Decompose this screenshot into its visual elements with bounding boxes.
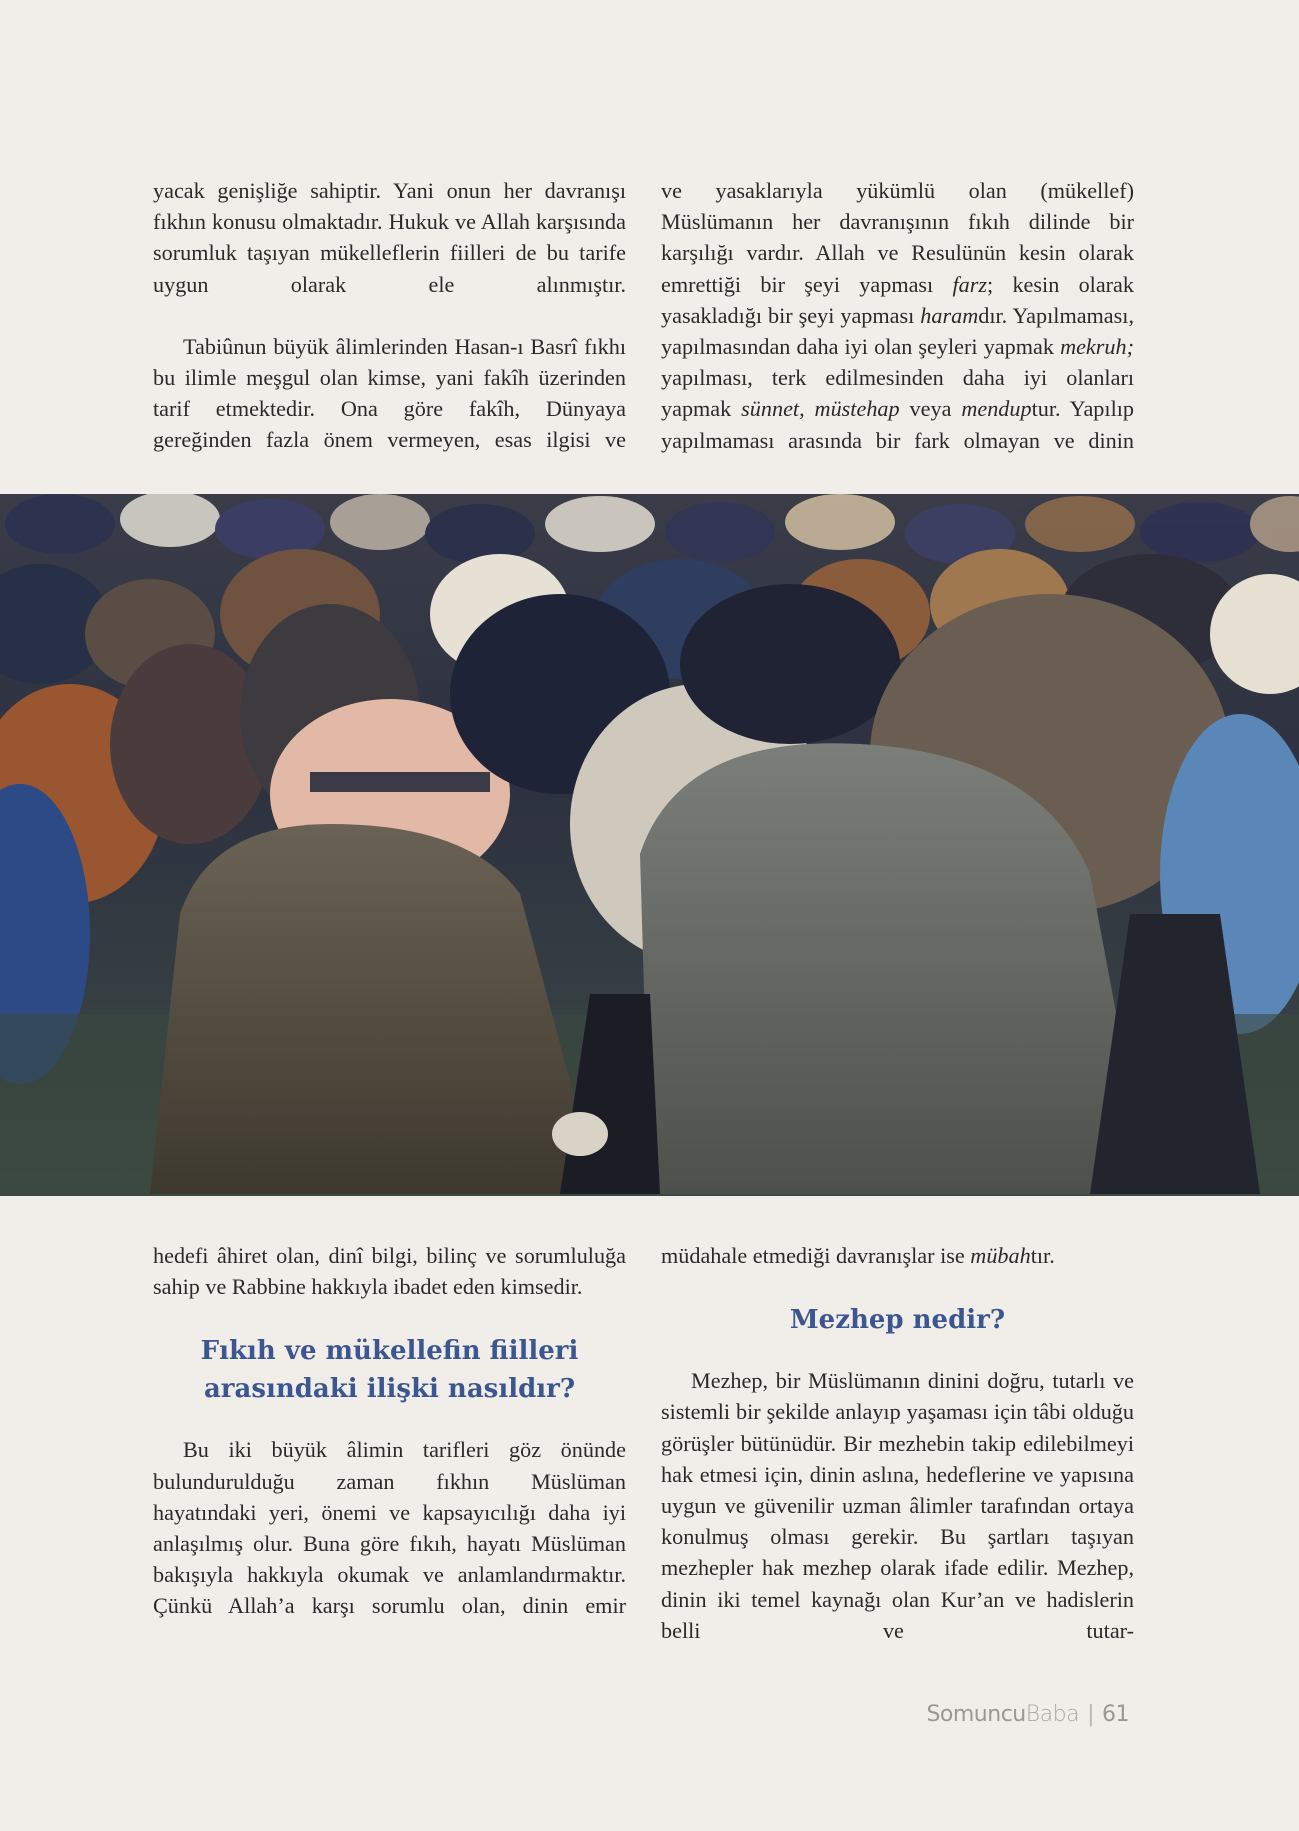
page-number: 61 bbox=[1102, 1702, 1129, 1727]
paragraph: yacak genişliğe sahiptir. Yani onun her davranışı fıkhın konusu olmaktadır. Hukuk ve Allah karşısında sorumluk taşıyan mükelleflerin fiilleri de bu tarife uygun olarak ele alınmıştır. bbox=[153, 178, 626, 297]
section-heading: Mezhep nedir? bbox=[789, 1305, 1006, 1336]
paragraph: müdahale etmediği davranışlar ise mübahtır. bbox=[661, 1243, 1055, 1268]
paragraph: hedefi âhiret olan, dinî bilgi, bilinç ve sorumluluğa sahip ve Rabbine hakkıyla ibadet eden kimsedir. bbox=[153, 1243, 626, 1300]
term-mekruh: mekruh; bbox=[1060, 334, 1134, 360]
prayer-photo bbox=[0, 494, 1299, 1196]
term-mubah: mübah bbox=[970, 1243, 1031, 1268]
term-farz: farz bbox=[952, 271, 988, 297]
brand-name: Somuncu bbox=[926, 1702, 1026, 1727]
paragraph: Tabiûnun büyük âlimlerinden Hasan-ı Basrî fıkhı bu ilimle meşgul olan kimse, yani fakîh üzerinden tarif etmektedir. Ona göre fakîh, Dünyaya gereğinden fazla önem vermeyen, esas ilgisi ve bbox=[153, 333, 626, 453]
brand-name-suffix: Baba bbox=[1025, 1702, 1080, 1727]
text-column-bottom-right bbox=[661, 1240, 1134, 1646]
text-column-top-left bbox=[153, 175, 626, 456]
paragraph: ve yasaklarıyla yükümlü olan (mükellef) Müslümanın her davranışının fıkıh dilinde bir karşılığı vardır. Allah ve Resulünün kesin olarak emrettiği bir şeyi yapması farz; kesin olarak yasakladığı bir şeyi yapması haramdır. Yapılmaması, yapılmasından daha iyi olan şeyleri yapmak mekruh; yapılması, terk edilmesinden daha iyi olanları yapmak sünnet, müstehap veya menduptur. Yapılıp yapılmaması arasında bir fark olmayan ve dinin bbox=[661, 178, 1135, 453]
text-column-top-right bbox=[661, 175, 1134, 456]
term-sunnet: sünnet, müstehap bbox=[741, 396, 900, 422]
section-heading: Fıkıh ve mükellefin fiilleri arasındaki ilişki nasıldır? bbox=[200, 1336, 579, 1405]
paragraph: Mezhep, bir Müslümanın dinini doğru, tutarlı ve sistemli bir şekilde anlayıp yaşaması için tâbi olduğu görüşler bütünüdür. Bir mezhebin takip edilebilmeyi hak etmesi için, dinin aslına, hedeflerine ve yapısına uygun ve güvenilir uzman âlimler tarafından ortaya konulmuş olması gerekir. Bu şartları taşıyan mezhepler hak mezhep olarak ifade edilir. Mezhep, dinin iki temel kaynağı olan Kur’an ve hadislerin belli ve tutar- bbox=[661, 1368, 1134, 1643]
term-haram: haram bbox=[920, 302, 979, 328]
term-mendup: mendup bbox=[961, 396, 1032, 422]
footer-separator: | bbox=[1087, 1702, 1094, 1727]
page-footer bbox=[926, 1702, 1129, 1727]
paragraph: Bu iki büyük âlimin tarifleri göz önünde bulundurulduğu zaman fıkhın Müslüman hayatındaki yeri, önemi ve kapsayıcılığı daha iyi anlaşılmış olur. Buna göre fıkıh, hayatı Müslüman bakışıyla hakkıyla okumak ve anlamlandırmaktır. Çünkü Allah’a karşı sorumlu olan, dinin emir bbox=[153, 1437, 626, 1619]
text-column-bottom-left bbox=[153, 1240, 626, 1622]
